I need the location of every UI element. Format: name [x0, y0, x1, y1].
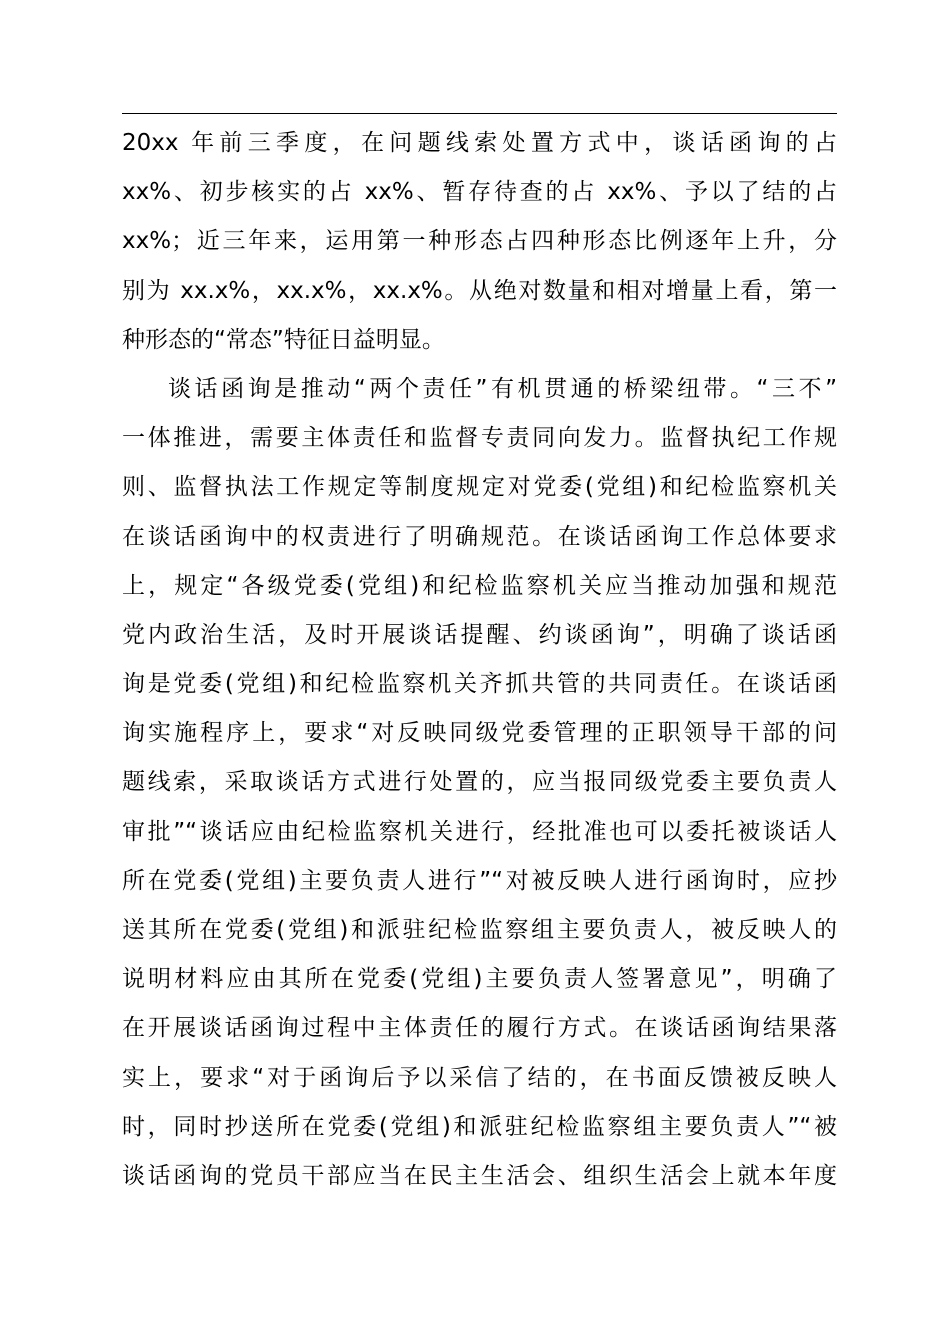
paragraph-2-line-17: 谈话函询的党员干部应当在民主生活会、组织生活会上就本年度 — [122, 1162, 837, 1189]
paragraph-2-line-4: 在谈话函询中的权责进行了明确规范。在谈话函询工作总体要求 — [122, 523, 837, 550]
paragraph-2-line-15: 实上，要求“对于函询后予以采信了结的，在书面反馈被反映人 — [122, 1064, 837, 1091]
paragraph-2-line-11: 所在党委(党组)主要负责人进行”“对被反映人进行函询时，应抄 — [122, 867, 837, 894]
paragraph-1-line-1: 20xx 年前三季度，在问题线索处置方式中，谈话函询的占 — [122, 130, 837, 156]
paragraph-2-line-12: 送其所在党委(党组)和派驻纪检监察组主要负责人，被反映人的 — [122, 917, 837, 943]
paragraph-1-line-5: 种形态的“常态”特征日益明显。 — [122, 326, 445, 353]
paragraph-2-line-14: 在开展谈话函询过程中主体责任的履行方式。在谈话函询结果落 — [122, 1015, 837, 1042]
paragraph-2-line-10: 审批”“谈话应由纪检监察机关进行，经批准也可以委托被谈话人 — [122, 818, 837, 845]
paragraph-2-line-9: 题线索，采取谈话方式进行处置的，应当报同级党委主要负责人 — [122, 769, 837, 796]
paragraph-2-line-7: 询是党委(党组)和纪检监察机关齐抓共管的共同责任。在谈话函 — [122, 671, 837, 698]
paragraph-1-line-2: xx%、初步核实的占 xx%、暂存待查的占 xx%、予以了结的占 — [122, 179, 837, 206]
body-text — [122, 119, 837, 1201]
paragraph-2-line-8: 询实施程序上，要求“对反映同级党委管理的正职领导干部的问 — [122, 720, 837, 747]
paragraph-2-line-5: 上，规定“各级党委(党组)和纪检监察机关应当推动加强和规范 — [122, 572, 837, 599]
paragraph-2-line-2: 一体推进，需要主体责任和监督专责同向发力。监督执纪工作规 — [122, 425, 837, 452]
paragraph-2-line-13: 说明材料应由其所在党委(党组)主要负责人签署意见”，明确了 — [122, 966, 837, 993]
paragraph-2-line-1: 谈话函询是推动“两个责任”有机贯通的桥梁纽带。“三不” — [168, 375, 837, 402]
header-rule — [122, 113, 837, 114]
paragraph-2-line-3: 则、监督执法工作规定等制度规定对党委(党组)和纪检监察机关 — [122, 474, 837, 501]
paragraph-1-line-4: 别为 xx.x%，xx.x%，xx.x%。从绝对数量和相对增量上看，第一 — [122, 277, 837, 304]
paragraph-2-line-16: 时，同时抄送所在党委(党组)和派驻纪检监察组主要负责人”“被 — [122, 1113, 837, 1140]
paragraph-2-line-6: 党内政治生活，及时开展谈话提醒、约谈函询”，明确了谈话函 — [122, 621, 837, 648]
paragraph-1-line-3: xx%；近三年来，运用第一种形态占四种形态比例逐年上升，分 — [122, 228, 837, 255]
